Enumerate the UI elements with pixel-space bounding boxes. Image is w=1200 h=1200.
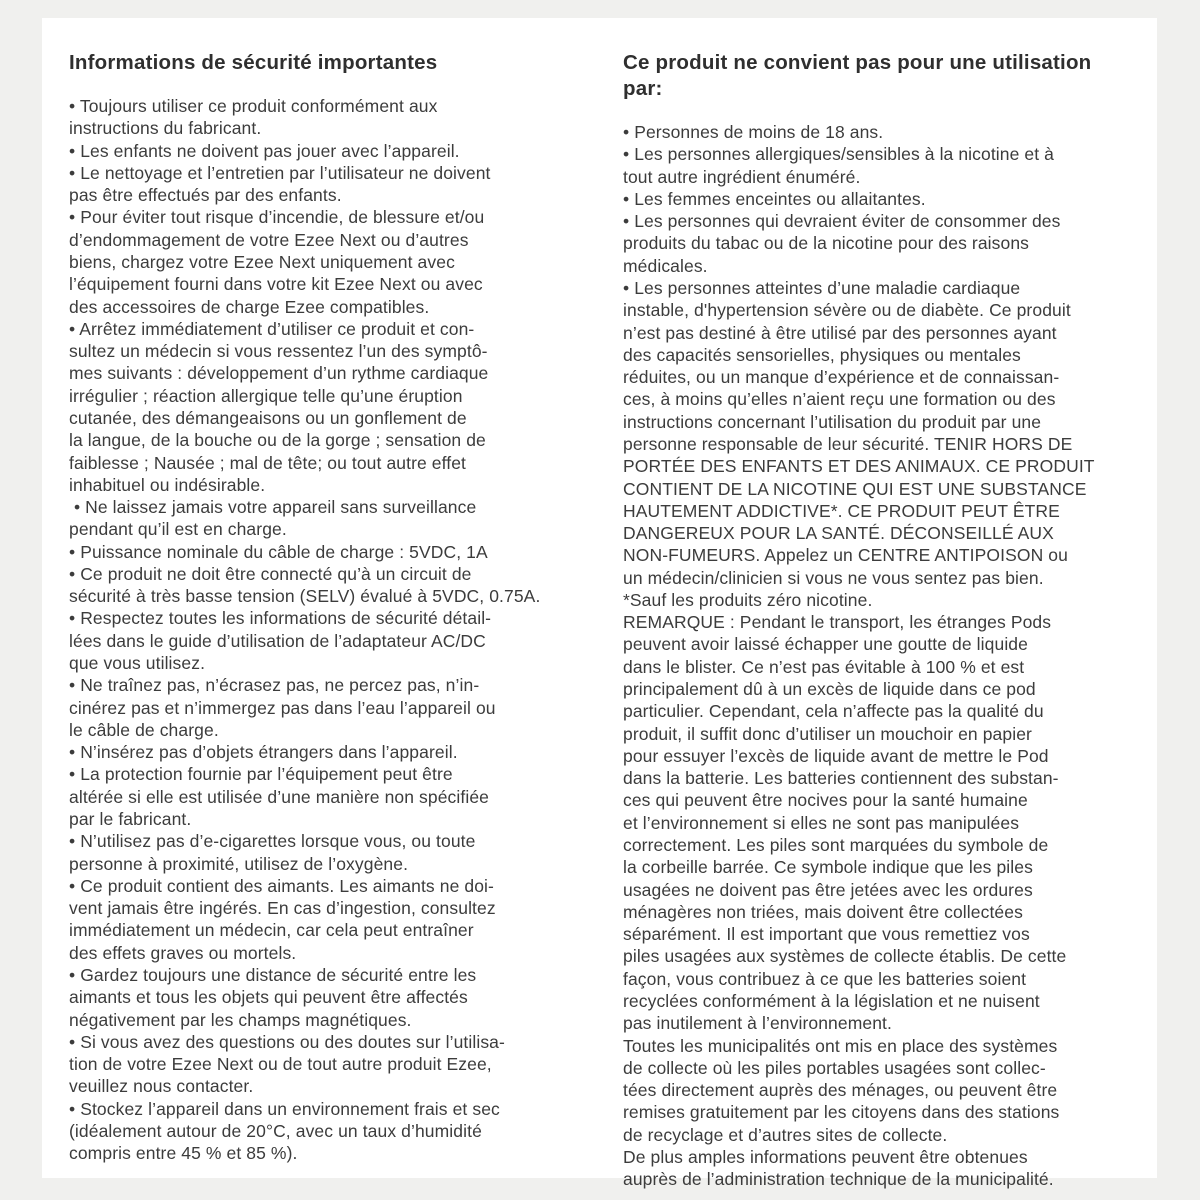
text-line: usagées ne doivent pas être jetées avec les ordures [623, 879, 1033, 900]
text-line: remises gratuitement par les citoyens dans des stations [623, 1102, 1060, 1123]
text-line: des accessoires de charge Ezee compatibles. [69, 296, 430, 317]
text-line: instructions du fabricant. [69, 118, 262, 139]
text-line: négativement par les champs magnétiques. [69, 1009, 412, 1030]
leaflet-card [42, 18, 1157, 1190]
text-line: sultez un médecin si vous ressentez l’un des symptô- [69, 341, 488, 362]
text-line: faiblesse ; Nausée ; mal de tête; ou tout autre effet [69, 452, 467, 473]
text-line: mes suivants : développement d’un rythme cardiaque [69, 363, 489, 384]
column-not-suitable-for [623, 50, 1130, 1191]
text-line: • Les personnes atteintes d’une maladie cardiaque [623, 277, 1021, 298]
text-line: le câble de charge. [69, 719, 219, 740]
text-line: *Sauf les produits zéro nicotine. [623, 589, 873, 610]
text-line: des effets graves ou mortels. [69, 942, 297, 963]
text-line: peuvent avoir laissé échapper une goutte de liquide [623, 634, 1028, 655]
text-line: cutanée, des démangeaisons ou un gonflement de [69, 407, 467, 428]
text-line: inhabituel ou indésirable. [69, 474, 266, 495]
text-line: DANGEREUX POUR LA SANTÉ. DÉCONSEILLÉ AUX [623, 523, 1054, 544]
text-line: • Les enfants ne doivent pas jouer avec l’appareil. [69, 140, 460, 161]
text-line: irrégulier ; réaction allergique telle qu’une éruption [69, 385, 463, 406]
text-line: CONTIENT DE LA NICOTINE QUI EST UNE SUBSTANCE [623, 478, 1087, 499]
text-line: • N’insérez pas d’objets étrangers dans l’appareil. [69, 742, 458, 763]
text-line: • Gardez toujours une distance de sécurité entre les [69, 964, 477, 985]
text-line: personne responsable de leur sécurité. TENIR HORS DE [623, 433, 1073, 454]
not-suitable-heading: Ce produit ne convient pas pour une utilisation par: [623, 51, 1092, 100]
text-line: biens, chargez votre Ezee Next uniquement avec [69, 251, 455, 272]
text-line: Toutes les municipalités ont mis en place des systèmes [623, 1035, 1058, 1056]
text-line: veuillez nous contacter. [69, 1076, 254, 1097]
text-line: séparément. Il est important que vous remettiez vos [623, 924, 1030, 945]
text-line: vent jamais être ingérés. En cas d’ingestion, consultez [69, 898, 496, 919]
text-line: NON-FUMEURS. Appelez un CENTRE ANTIPOISON ou [623, 545, 1068, 566]
text-line: auprès de l’administration technique de la municipalité. [623, 1169, 1054, 1190]
text-line: immédiatement un médecin, car cela peut entraîner [69, 920, 474, 941]
not-suitable-text [623, 121, 1130, 1191]
text-line: réduites, ou un manque d’expérience et de connaissan- [623, 367, 1060, 388]
text-line: l’équipement fourni dans votre kit Ezee Next ou avec [69, 274, 483, 295]
text-line: instructions concernant l’utilisation du produit par une [623, 411, 1042, 432]
text-line: pour essuyer l’excès de liquide avant de mettre le Pod [623, 745, 1049, 766]
text-line: • Ne traînez pas, n’écrasez pas, ne percez pas, n’in- [69, 675, 480, 696]
text-line: • Respectez toutes les informations de sécurité détail- [69, 608, 492, 629]
text-line: produit, il suffit donc d’utiliser un mouchoir en papier [623, 723, 1032, 744]
text-line: d’endommagement de votre Ezee Next ou d’autres [69, 229, 469, 250]
safety-information-heading: Informations de sécurité importantes [69, 51, 438, 74]
text-line: de collecte où les piles portables usagées sont collec- [623, 1057, 1046, 1078]
text-line: dans le blister. Ce n’est pas évitable à 100 % et est [623, 656, 1025, 677]
safety-information-text [69, 95, 589, 1165]
text-line: pas inutilement à l’environnement. [623, 1013, 892, 1034]
text-line: un médecin/clinicien si vous ne vous sentez pas bien. [623, 567, 1044, 588]
text-line: • La protection fournie par l’équipement peut être [69, 764, 453, 785]
text-line: • Stockez l’appareil dans un environnement frais et sec [69, 1098, 500, 1119]
text-line: de recyclage et d’autres sites de collecte. [623, 1124, 948, 1145]
text-line: médicales. [623, 255, 708, 276]
text-line: De plus amples informations peuvent être obtenues [623, 1146, 1028, 1167]
text-line: • Les personnes qui devraient éviter de consommer des [623, 211, 1061, 232]
text-line: • Ne laissez jamais votre appareil sans surveillance [69, 497, 477, 518]
text-line: • Les femmes enceintes ou allaitantes. [623, 188, 926, 209]
text-line: ménagères non triées, mais doivent être collectées [623, 901, 1023, 922]
text-line: (idéalement autour de 20°C, avec un taux d’humidité [69, 1120, 482, 1141]
text-line: principalement dû à un excès de liquide dans ce pod [623, 679, 1036, 700]
text-line: instable, d'hypertension sévère ou de diabète. Ce produit [623, 300, 1071, 321]
text-line: • Puissance nominale du câble de charge : 5VDC, 1A [69, 541, 488, 562]
text-line: aimants et tous les objets qui peuvent être affectés [69, 987, 468, 1008]
text-line: correctement. Les piles sont marquées du symbole de [623, 835, 1049, 855]
text-line: que vous utilisez. [69, 653, 206, 674]
text-line: compris entre 45 % et 85 %). [69, 1143, 298, 1164]
text-line: • Ce produit ne doit être connecté qu’à un circuit de [69, 563, 472, 584]
text-line: et l’environnement si elles ne sont pas manipulées [623, 812, 1020, 833]
text-line: la langue, de la bouche ou de la gorge ; sensation de [69, 430, 486, 451]
column-safety-information [69, 50, 589, 1191]
text-line: pas être effectués par des enfants. [69, 185, 342, 206]
text-line: • Pour éviter tout risque d’incendie, de blessure et/ou [69, 207, 485, 228]
text-line: piles usagées aux systèmes de collecte établis. De cette [623, 946, 1067, 967]
text-line: • N’utilisez pas d’e-cigarettes lorsque vous, ou toute [69, 831, 476, 852]
text-line: personne à proximité, utilisez de l’oxygène. [69, 853, 409, 874]
text-line: sécurité à très basse tension (SELV) évalué à 5VDC, 0.75A. [69, 586, 541, 607]
text-line: dans la batterie. Les batteries contiennent des substan- [623, 768, 1059, 789]
text-line: particulier. Cependant, cela n’affecte pas la qualité du [623, 701, 1044, 722]
text-line: • Ce produit contient des aimants. Les aimants ne doi- [69, 875, 494, 896]
text-line: recyclées conformément à la législation et ne nuisent [623, 990, 1040, 1011]
text-line: façon, vous contribuez à ce que les batteries soient [623, 968, 1027, 989]
text-line: • Toujours utiliser ce produit conformément aux [69, 96, 438, 116]
text-line: • Les personnes allergiques/sensibles à la nicotine et à [623, 144, 1055, 165]
text-line: • Personnes de moins de 18 ans. [623, 122, 884, 142]
text-line: cinérez pas et n’immergez pas dans l’eau l’appareil ou [69, 697, 496, 718]
text-line: HAUTEMENT ADDICTIVE*. CE PRODUIT PEUT ÊTRE [623, 500, 1060, 521]
text-line: altérée si elle est utilisée d’une manière non spécifiée [69, 786, 490, 807]
text-line: ces qui peuvent être nocives pour la santé humaine [623, 790, 1028, 811]
text-line: • Si vous avez des questions ou des doutes sur l’utilisa- [69, 1031, 505, 1052]
text-line: par le fabricant. [69, 809, 192, 829]
text-line: pendant qu’il est en charge. [69, 519, 287, 540]
text-line: lées dans le guide d’utilisation de l’adaptateur AC/DC [69, 630, 486, 651]
text-line: des capacités sensorielles, physiques ou mentales [623, 344, 1021, 365]
text-line: • Le nettoyage et l’entretien par l’utilisateur ne doivent [69, 162, 491, 183]
text-line: la corbeille barrée. Ce symbole indique que les piles [623, 857, 1033, 878]
text-line: tées directement auprès des ménages, ou peuvent être [623, 1080, 1058, 1101]
text-line: produits du tabac ou de la nicotine pour des raisons [623, 233, 1030, 254]
text-line: PORTÉE DES ENFANTS ET DES ANIMAUX. CE PRODUIT [623, 456, 1095, 477]
text-line: • Arrêtez immédiatement d’utiliser ce produit et con- [69, 318, 475, 339]
text-line: tout autre ingrédient énuméré. [623, 166, 861, 187]
text-line: n’est pas destiné à être utilisé par des personnes ayant [623, 322, 1057, 343]
two-column-layout [69, 50, 1130, 1191]
text-line: tion de votre Ezee Next ou de tout autre produit Ezee, [69, 1054, 492, 1075]
text-line: ces, à moins qu’elles n’aient reçu une formation ou des [623, 389, 1056, 410]
text-line: REMARQUE : Pendant le transport, les étranges Pods [623, 612, 1052, 633]
